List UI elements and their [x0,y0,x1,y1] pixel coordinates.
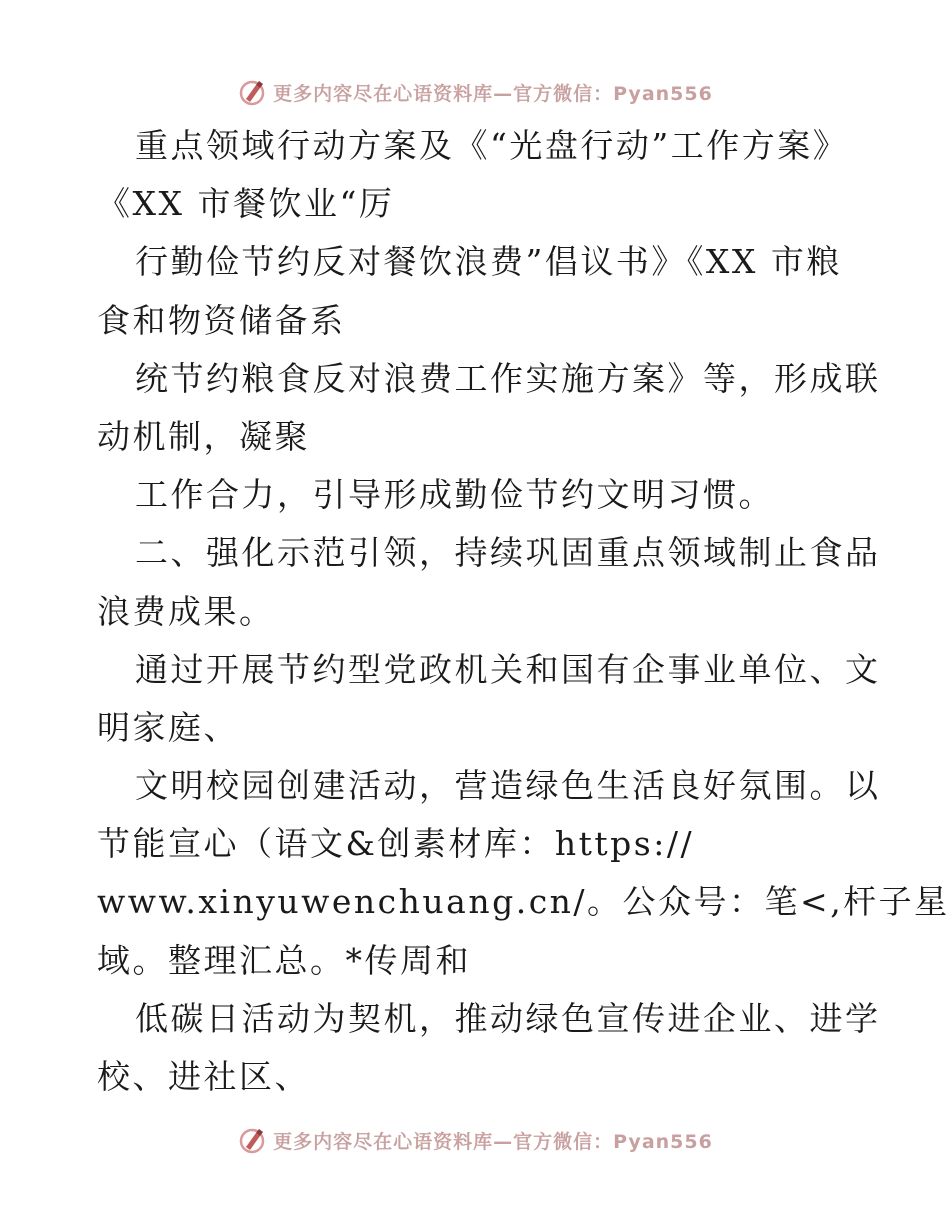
document-body [97,117,950,1106]
text-line: 明家庭、 [97,707,239,747]
text-line: 文明校园创建活动，营造绿色生活良好氛围。以 [135,766,881,806]
text-line: 节能宣心（语文&创素材库：https:// [97,824,695,864]
section-heading-line: 二、强化示范引领，持续巩固重点领域制止食品 [135,533,881,573]
text-line: 动机制，凝聚 [97,416,310,456]
pen-nib-circle-icon [237,1125,267,1155]
text-line: www.xinyuwenchuang.cn/。公众号：笔<,杆子星 [97,882,950,922]
header-watermark [0,72,950,112]
watermark-text: 更多内容尽在心语资料库—官方微信：Pyan556 [273,1130,713,1153]
footer-watermark [0,1120,950,1160]
text-line: 行勤俭节约反对餐饮浪费”倡议书》《XX 市粮 [135,242,842,282]
watermark-text: 更多内容尽在心语资料库—官方微信：Pyan556 [273,82,713,105]
pen-nib-circle-icon [237,77,267,107]
text-line: 校、进社区、 [97,1057,310,1096]
text-line: 重点领域行动方案及《“光盘行动”工作方案》 [135,126,849,165]
text-line: 通过开展节约型党政机关和国有企事业单位、文 [135,649,881,689]
text-line: 统节约粮食反对浪费工作实施方案》等，形成联 [135,358,881,398]
section-heading-line: 浪费成果。 [97,591,275,631]
text-line: 食和物资储备系 [97,300,346,340]
text-line: 《XX 市餐饮业“厉 [97,184,395,224]
text-line: 低碳日活动为契机，推动绿色宣传进企业、进学 [135,998,881,1038]
text-line: 域。整理汇总。*传周和 [97,940,471,980]
text-line: 工作合力，引导形成勤俭节约文明习惯。 [135,475,774,515]
